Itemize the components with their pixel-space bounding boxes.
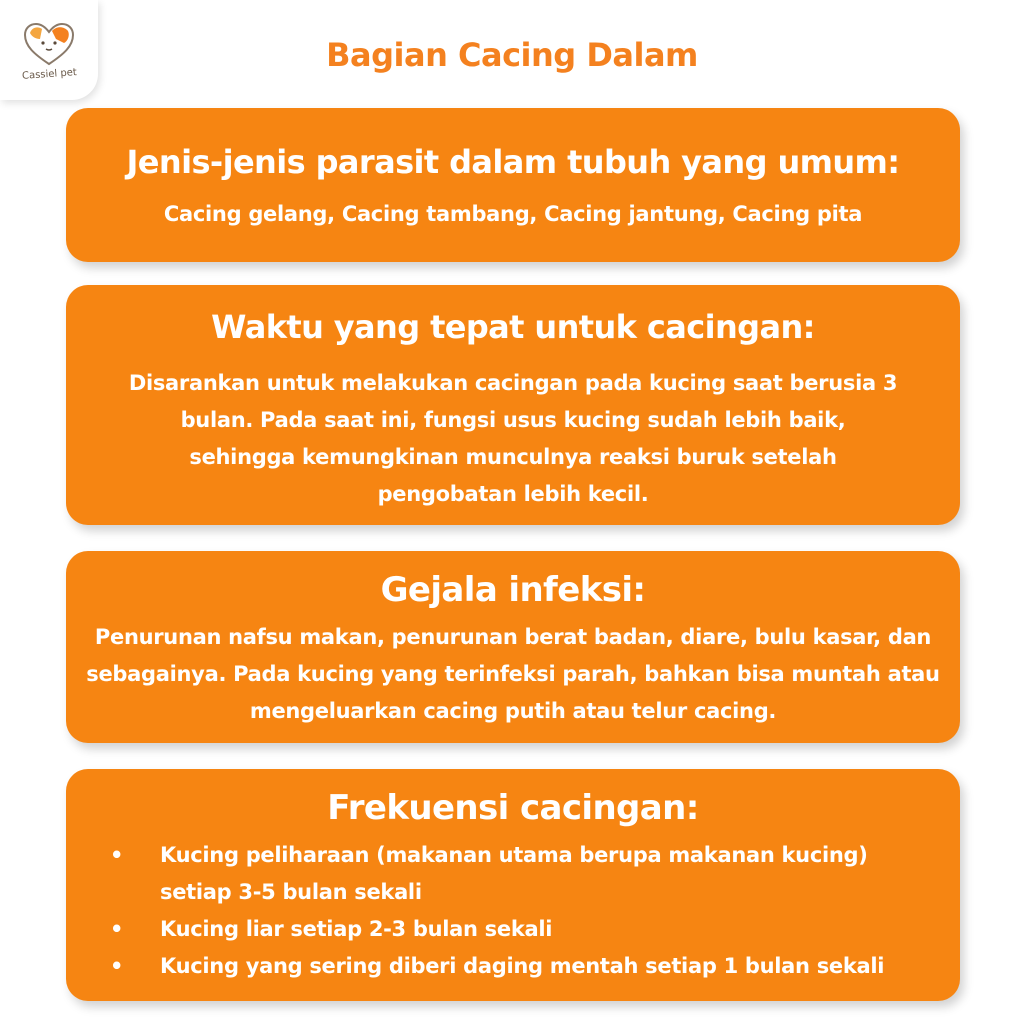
brand-name: Cassiel pet (21, 66, 77, 82)
page-title: Bagian Cacing Dalam (326, 36, 698, 74)
card-body: Disarankan untuk melakukan cacingan pada kucing saat berusia 3 bulan. Pada saat ini, fungsi usus kucing sudah lebih baik, sehingga kemungkinan munculnya reaksi buruk setelah pengobatan lebih kecil. (128, 371, 898, 506)
card-parasite-types (66, 108, 960, 262)
card-title: Jenis-jenis parasit dalam tubuh yang umum: (126, 143, 900, 181)
bullet-icon: • (110, 954, 124, 978)
card-infection-symptoms (66, 551, 960, 743)
card-deworming-time (66, 285, 960, 525)
card-title: Waktu yang tepat untuk cacingan: (211, 308, 815, 346)
bullet-icon: • (110, 917, 124, 941)
frequency-list (66, 829, 960, 985)
card-body: Penurunan nafsu makan, penurunan berat badan, diare, bulu kasar, dan sebagainya. Pada kucing yang terinfeksi parah, bahkan bisa muntah atau mengeluarkan cacing putih atau telur cacing. (86, 625, 940, 723)
list-item (104, 837, 940, 911)
card-title: Frekuensi cacingan: (327, 788, 699, 828)
list-item (104, 948, 940, 985)
card-title: Gejala infeksi: (380, 570, 646, 610)
list-item-text: Kucing yang sering diberi daging mentah setiap 1 bulan sekali (160, 954, 885, 978)
list-item-text: Kucing liar setiap 2-3 bulan sekali (160, 917, 553, 941)
list-item-text: Kucing peliharaan (makanan utama berupa makanan kucing) setiap 3-5 bulan sekali (160, 843, 868, 904)
card-deworming-frequency (66, 769, 960, 1001)
card-body: Cacing gelang, Cacing tambang, Cacing jantung, Cacing pita (163, 202, 863, 226)
bullet-icon: • (110, 843, 124, 867)
list-item (104, 911, 940, 948)
